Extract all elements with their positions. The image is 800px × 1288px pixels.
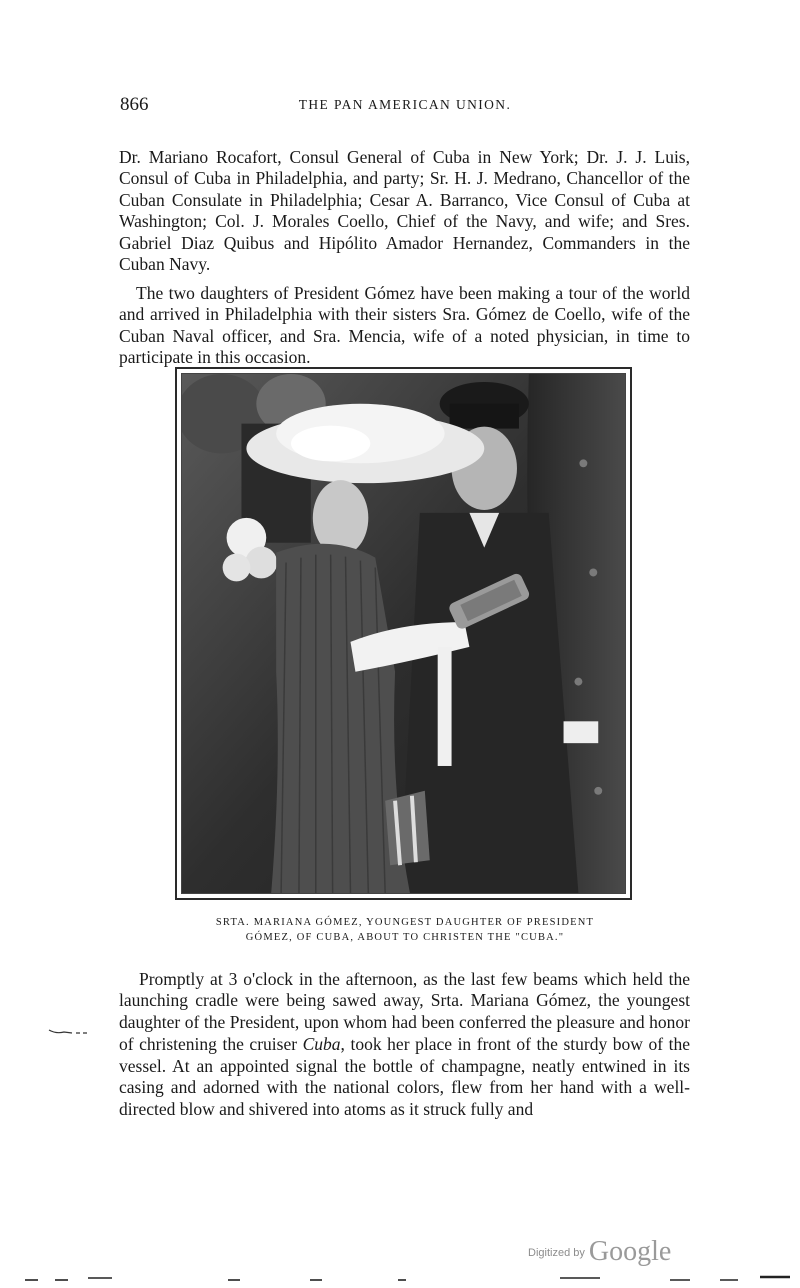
christening-text-end: , took her place in front of the sturdy bow of the vessel. At an appointed signal the bottle of champagne, neatly entwined in its casing and adorned with the national colors, flew from her hand with a well-directed blow and shivered into atoms as it struck fully and xyxy=(119,1033,690,1120)
scan-edge-marks xyxy=(0,1268,800,1288)
paragraph-daughters: The two daughters of President Gómez have been making a tour of the world and arrived in Philadelphia with their sisters Sra. Gómez de Coello, wife of the Cuban Naval officer, and Sra. Mencia, wife of a noted physician, in time to participate in this occasion. xyxy=(119,282,690,367)
watermark-digitized-by: Digitized by xyxy=(528,1247,585,1259)
photo-caption xyxy=(160,915,650,945)
photo-illustration xyxy=(182,374,625,893)
photograph xyxy=(175,367,632,900)
caption-line-2: GÓMEZ, OF CUBA, ABOUT TO CHRISTEN THE "CUBA." xyxy=(245,932,565,943)
running-title: THE PAN AMERICAN UNION. xyxy=(298,97,512,112)
page-number: 866 xyxy=(120,94,149,115)
paragraph-christening xyxy=(119,969,690,1122)
margin-pencil-mark xyxy=(48,1028,88,1036)
photo-christening-scene xyxy=(181,373,626,894)
paragraph-attendees: Dr. Mariano Rocafort, Consul General of Cuba in New York; Dr. J. J. Luis, Consul of Cuba in Philadelphia, and party; Sr. H. J. Medrano, Chancellor of the Cuban Consulate in Philadelphia; Cesar A. Barranco, Vice Consul of Cuba at Washington; Col. J. Morales Coello, Chief of the Navy, and wife; and Sres. Gabriel Diaz Quibus and Hipólito Amador Hernandez, Commanders in the Cuban Navy. xyxy=(119,146,690,274)
caption-line-1: SRTA. MARIANA GÓMEZ, YOUNGEST DAUGHTER OF PRESIDENT xyxy=(215,917,595,928)
google-logo: Google xyxy=(588,1236,672,1267)
page-header xyxy=(120,94,690,118)
ship-name-italic: Cuba xyxy=(302,1033,341,1054)
christening-text-start: Promptly at 3 o'clock in the afternoon, as the last few beams which held the launching cradle were being sawed away, Srta. Mariana Gómez, the youngest daughter of the President, upon whom had been conferred the pleasure and honor of christening the cruiser xyxy=(119,968,690,1054)
digitized-watermark xyxy=(528,1236,671,1268)
